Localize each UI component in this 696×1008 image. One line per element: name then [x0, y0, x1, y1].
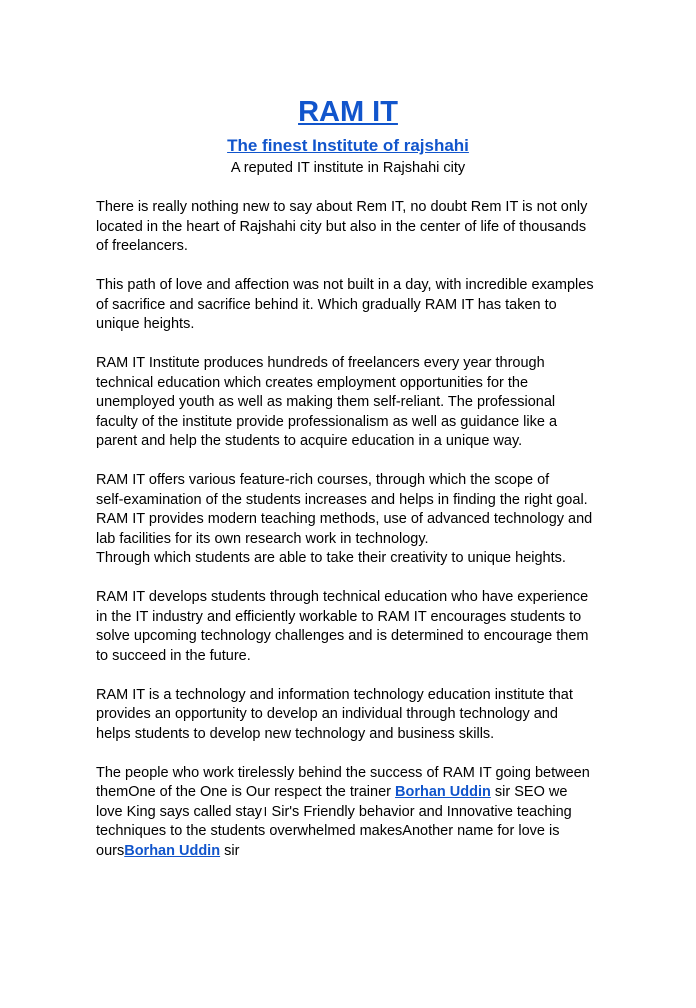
- paragraph-intro: [96, 198, 604, 257]
- text-segment: sir SEO we: [490, 784, 568, 800]
- paragraph-about: [96, 686, 604, 745]
- paragraph-trainer: [96, 764, 604, 862]
- text-line: RAM IT Institute produces hundreds of freelancers every year through: [96, 355, 545, 371]
- paragraph-development: [96, 588, 604, 666]
- text-line: unique heights.: [96, 316, 195, 332]
- document-body: [96, 198, 604, 881]
- text-line: techniques to the students overwhelmed makesAnother name for love is: [96, 823, 560, 839]
- text-line: parent and help the students to acquire education in a unique way.: [96, 433, 523, 449]
- page-subtitle: [0, 134, 696, 158]
- page-title: [0, 92, 696, 132]
- text-line: There is really nothing new to say about Rem IT, no doubt Rem IT is not only: [96, 199, 588, 215]
- text-line: of sacrifice and sacrifice behind it. Which gradually RAM IT has taken to: [96, 296, 557, 313]
- text-line: helps students to develop new technology and business skills.: [96, 725, 495, 742]
- trainer-link[interactable]: Borhan Uddin: [395, 784, 491, 800]
- text-line: technical education which creates employment opportunities for the: [96, 374, 529, 391]
- text-line: RAM IT offers various feature-rich courses, through which the scope of: [96, 472, 550, 488]
- text-line: The people who work tirelessly behind the success of RAM IT going between: [96, 764, 590, 781]
- text-line: provides an opportunity to develop an individual through technology and: [96, 706, 558, 722]
- title-link[interactable]: RAM IT: [298, 96, 398, 128]
- text-line: solve upcoming technology challenges and is determined to encourage them: [96, 628, 589, 644]
- text-line: self-examination of the students increases and helps in finding the right goal.: [96, 491, 588, 508]
- text-line: faculty of the institute provide professionalism as well as guidance like a: [96, 413, 558, 430]
- paragraph-history: [96, 276, 604, 335]
- text-segment: themOne of the One is Our respect the trainer: [96, 784, 396, 800]
- text-line: Through which students are able to take their creativity to unique heights.: [96, 550, 566, 566]
- text-line: unemployed youth as well as making them self-reliant. The professional: [96, 394, 556, 410]
- text-line: [96, 842, 604, 862]
- trainer-link-2[interactable]: Borhan Uddin: [124, 842, 221, 859]
- text-segment: ours: [96, 842, 125, 859]
- text-line: RAM IT provides modern teaching methods, use of advanced technology and: [96, 511, 593, 527]
- page-tagline: A reputed IT institute in Rajshahi city: [230, 160, 466, 176]
- subtitle-link[interactable]: The finest Institute of rajshahi: [227, 136, 469, 155]
- text-line: RAM IT develops students through technical education who have experience: [96, 589, 589, 605]
- text-line: This path of love and affection was not built in a day, with incredible examples: [96, 277, 594, 293]
- text-line: located in the heart of Rajshahi city but also in the center of life of thousands: [96, 218, 587, 235]
- text-line: to succeed in the future.: [96, 647, 251, 664]
- paragraph-courses: [96, 471, 604, 569]
- text-line: RAM IT is a technology and information technology education institute that: [96, 686, 573, 703]
- text-segment: sir: [220, 842, 240, 859]
- paragraph-freelancers: [96, 354, 604, 452]
- text-line: in the IT industry and efficiently workable to RAM IT encourages students to: [96, 608, 582, 625]
- text-line: love King says called stay। Sir's Friendly behavior and Innovative teaching: [96, 803, 572, 820]
- text-line: [96, 783, 604, 803]
- text-line: lab facilities for its own research work in technology.: [96, 530, 429, 547]
- text-line: of freelancers.: [96, 238, 188, 254]
